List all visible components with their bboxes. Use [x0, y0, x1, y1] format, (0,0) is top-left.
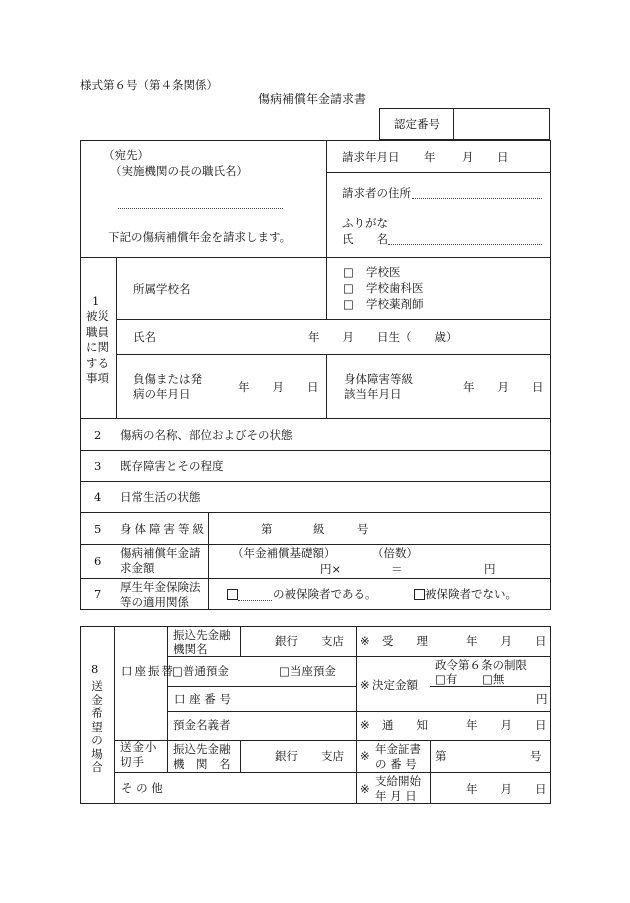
not-insured-option: 被保険者でない。: [425, 587, 517, 601]
seigen-no[interactable]: □無: [482, 672, 505, 686]
victim-name-label: 氏名: [133, 330, 156, 344]
row7-number: 7: [94, 587, 102, 601]
touza-checkbox[interactable]: □当座預金: [279, 664, 336, 678]
school-label: 所属学校名: [133, 282, 191, 296]
request-date-label: 請求年月日: [342, 150, 400, 164]
checkbox-school-doctor[interactable]: □: [343, 265, 354, 279]
claimant-name-label: 氏 名: [342, 232, 388, 246]
seigen-label: 政令第６条の制限: [435, 658, 527, 672]
checkbox-school-pharmacist[interactable]: □: [343, 297, 354, 311]
address-field[interactable]: [412, 198, 542, 199]
holder-label: 預金名義者: [173, 718, 231, 732]
injury-date: 年 月 日: [238, 380, 319, 394]
insurance-type-field[interactable]: [238, 600, 272, 601]
disability-date-label-1: 身体障害等級: [344, 372, 413, 386]
bank2-branch: 銀行 支店: [275, 749, 344, 763]
injury-date-label-1: 負傷または発: [133, 372, 202, 386]
request-day: 日: [497, 150, 509, 164]
yen-total: 円: [484, 562, 496, 576]
seigen-yes[interactable]: □有: [435, 672, 458, 686]
start-date: 年 月 日: [466, 782, 547, 796]
page-title: 傷病補償年金請求書: [258, 92, 367, 106]
cert-go: 号: [530, 749, 542, 763]
row3-label: 既存障害とその程度: [120, 459, 224, 473]
row5-label: 身体障害等級: [120, 522, 207, 536]
kettei-yen: 円: [536, 692, 548, 706]
disability-date-label-2: 該当年月日: [344, 387, 402, 401]
birth-date: 年 月 日生（ 歳）: [308, 330, 458, 344]
row7-label-1: 厚生年金保険法: [120, 580, 201, 594]
section8-number: 8: [91, 662, 99, 676]
account-number-label: 口 座 番 号: [174, 692, 231, 706]
cert-label-1: 年金証書: [375, 742, 421, 756]
base-amount-label: （年金補償基礎額）: [232, 546, 336, 560]
request-month: 月: [462, 150, 474, 164]
cert-mark: ※: [360, 749, 370, 763]
nintei-box: [379, 108, 550, 140]
insured-option: の被保険者である。: [273, 587, 377, 601]
row2-label: 傷病の名称、部位およびその状態: [120, 428, 293, 442]
role-school-doctor: 学校医: [366, 265, 401, 279]
remittance-table: [80, 626, 551, 804]
not-insured-checkbox[interactable]: [414, 589, 425, 600]
tsuchi-date: 年 月 日: [466, 718, 547, 732]
multiplier-label: （倍数）: [372, 546, 418, 560]
row2-number: 2: [94, 428, 102, 442]
bank-branch: 銀行 支店: [275, 634, 344, 648]
cert-dai: 第: [435, 749, 447, 763]
tsuchi-mark: ※: [360, 718, 370, 732]
cert-label-2: の 番 号: [375, 757, 417, 771]
other-label: そ の 他: [121, 781, 163, 795]
address-label: 請求者の住所: [342, 186, 411, 200]
bank-label-2: 機関名: [173, 642, 208, 656]
bank2-label-1: 振込先金融: [173, 742, 231, 756]
bank-label-1: 振込先金融: [173, 628, 231, 642]
yen-times: 円×: [320, 562, 342, 576]
row5-number: 5: [94, 522, 102, 536]
equals-sign: ＝: [391, 562, 403, 576]
grade-go: 号: [357, 522, 369, 536]
addressee-label: （宛先）: [103, 148, 149, 162]
section8-title: 送金希望の場合: [91, 679, 103, 774]
addressee-field[interactable]: [118, 208, 283, 209]
row4-label: 日常生活の状態: [120, 490, 201, 504]
row6-label-1: 傷病補償年金請: [120, 546, 201, 560]
juri-label: 受 理: [382, 634, 428, 648]
checkbox-school-dentist[interactable]: □: [343, 281, 354, 295]
sokin-label: 送金小切手: [120, 740, 158, 769]
disability-date: 年 月 日: [463, 380, 544, 394]
kouza-label: [121, 664, 175, 678]
role-school-dentist: 学校歯科医: [366, 281, 424, 295]
row6-label-2: 求金額: [120, 561, 155, 575]
section1-title: 被災職員に関する事項: [86, 309, 109, 385]
section1-number: 1: [92, 294, 100, 308]
insured-checkbox[interactable]: [227, 589, 238, 600]
start-label-2: 年 月 日: [375, 789, 417, 803]
request-statement: 下記の傷病補償年金を請求します。: [108, 230, 292, 244]
furigana-label: ふりがな: [342, 216, 388, 230]
request-year: 年: [424, 150, 436, 164]
tsuchi-label: 通 知: [382, 718, 428, 732]
row4-number: 4: [94, 490, 102, 504]
row3-number: 3: [94, 459, 102, 473]
kettei-label: 決定金額: [372, 678, 418, 692]
start-label-1: 支給開始: [375, 774, 421, 788]
kettei-mark: ※: [360, 678, 370, 692]
start-mark: ※: [360, 782, 370, 796]
grade-dai: 第: [261, 522, 273, 536]
injury-date-label-2: 病の年月日: [133, 387, 191, 401]
role-school-pharmacist: 学校薬剤師: [366, 297, 424, 311]
juri-date: 年 月 日: [466, 634, 547, 648]
addressee-title: （実施機関の長の職氏名）: [110, 164, 248, 178]
futsu-checkbox[interactable]: □普通預金: [172, 664, 229, 678]
form-number: 様式第６号（第４条関係）: [80, 78, 218, 92]
claimant-name-field[interactable]: [388, 244, 542, 245]
row6-number: 6: [94, 554, 102, 568]
bank2-label-2: 機 関 名: [173, 757, 231, 771]
kouza-text: 口座振替: [121, 664, 175, 678]
grade-kyu: 級: [313, 522, 325, 536]
nintei-label: 認定番号: [394, 117, 440, 131]
juri-mark: ※: [360, 634, 370, 648]
row7-label-2: 等の適用関係: [120, 595, 189, 609]
